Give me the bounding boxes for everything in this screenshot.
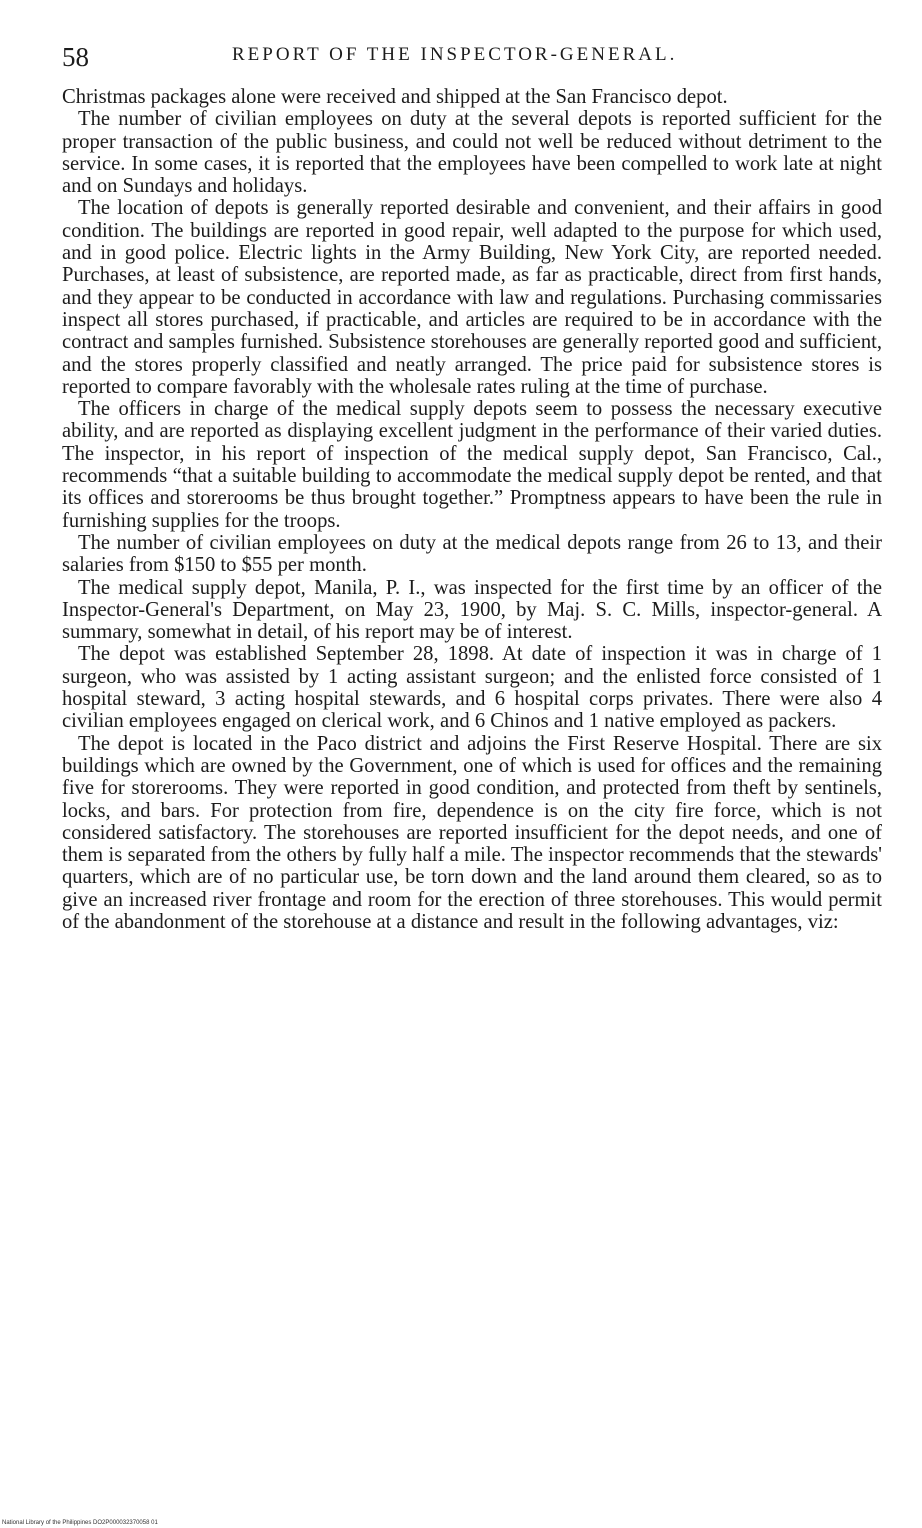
paragraph: The medical supply depot, Manila, P. I., was inspected for the first time by an officer of the Inspector-General's Department, on May 23, 1900, by Maj. S. C. Mills, inspector-general. A summary, somewhat in detail, of his report may be of interest.	[62, 576, 882, 644]
paragraph: The number of civilian employees on duty at the several depots is reported sufficient for the proper transaction of the public business, and could not well be reduced without detriment to the service. In some cases, it is reported that the employees have been compelled to work late at night and on Sundays and holidays.	[62, 108, 882, 198]
paragraph: The officers in charge of the medical supply depots seem to possess the necessary executive ability, and are reported as displaying excellent judgment in the performance of their varied duties. The inspector, in his report of inspection of the medical supply depot, San Francisco, Cal., recommends “that a suitable building to accommodate the medical supply depot be rented, and that its offices and storerooms be thus brought together.” Promptness appears to have been the rule in furnishing supplies for the troops.	[62, 398, 882, 532]
paragraph: The number of civilian employees on duty at the medical depots range from 26 to 13, and their salaries from $150 to $55 per month.	[62, 531, 882, 577]
running-head: REPORT OF THE INSPECTOR-GENERAL.	[232, 44, 678, 65]
paragraph: Christmas packages alone were received and shipped at the San Francisco depot.	[62, 86, 728, 108]
paragraph: The depot was established September 28, 1898. At date of inspection it was in charge of 1 surgeon, who was assisted by 1 acting assistant surgeon; and the enlisted force consisted of 1 hospital steward, 3 acting hospital stewards, and 6 hospital corps privates. There were also 4 civilian employees engaged on clerical work, and 6 Chinos and 1 native employed as packers.	[62, 643, 882, 733]
page-header	[62, 42, 864, 76]
scan-footer: National Library of the Philippines DO2P000032370058 01	[2, 1520, 158, 1526]
paragraph: The depot is located in the Paco district and adjoins the First Reserve Hospital. There are six buildings which are owned by the Government, one of which is used for offices and the remaining five for storerooms. They were reported in good condition, and protected from theft by sentinels, locks, and bars. For protection from fire, dependence is on the city fire force, which is not considered satisfactory. The storehouses are reported insufficient for the depot needs, and one of them is separated from the others by fully half a mile. The inspector recommends that the stewards' quarters, which are of no particular use, be torn down and the land around them cleared, so as to give an increased river frontage and room for the erection of three storehouses. This would permit of the abandonment of the storehouse at a distance and result in the following advantages, viz:	[62, 732, 882, 933]
page-number: 58	[62, 42, 89, 72]
body-text	[62, 86, 882, 933]
paragraph: The location of depots is generally reported desirable and convenient, and their affairs in good condition. The buildings are reported in good repair, well adapted to the purpose for which used, and in good police. Electric lights in the Army Building, New York City, are reported needed. Purchases, at least of subsistence, are reported made, as far as practicable, direct from first hands, and they appear to be conducted in accordance with law and regulations. Purchasing commissaries inspect all stores purchased, if practicable, and articles are required to be in accordance with the contract and samples furnished. Subsistence storehouses are generally reported good and sufficient, and the stores properly classified and neatly arranged. The price paid for subsistence stores is reported to compare favorably with the wholesale rates ruling at the time of purchase.	[62, 197, 882, 398]
